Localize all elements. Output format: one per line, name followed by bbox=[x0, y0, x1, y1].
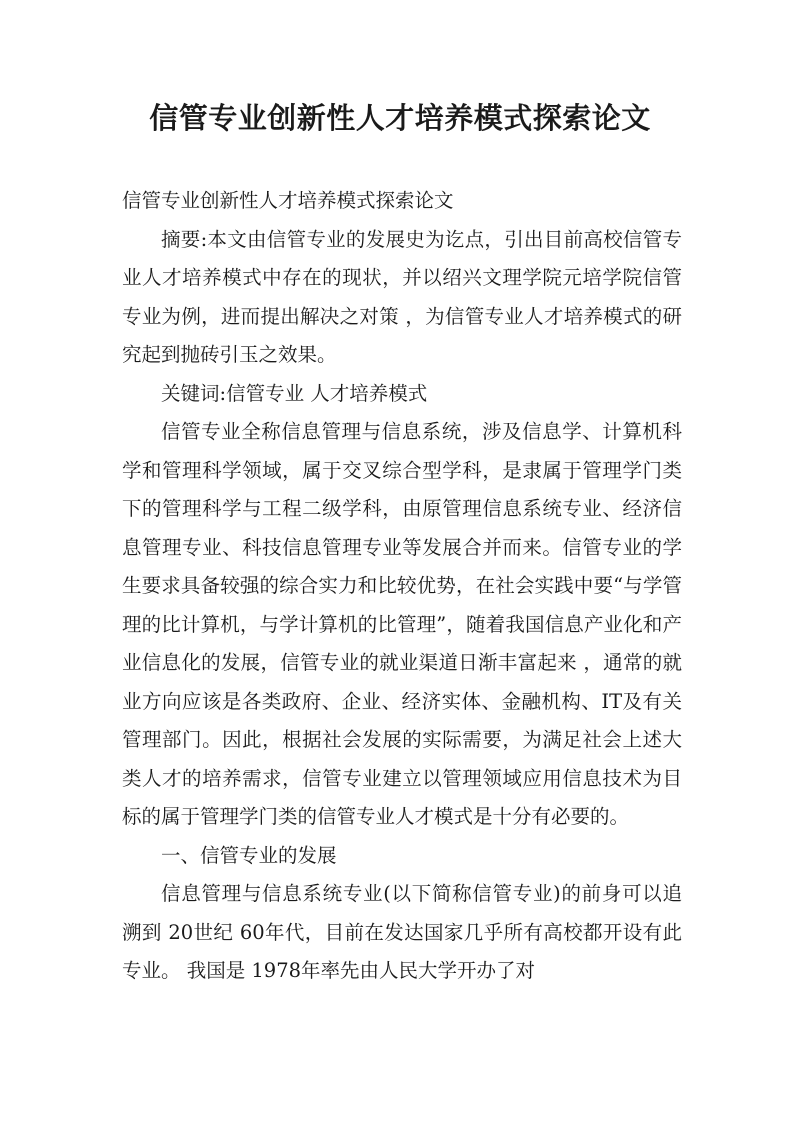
keywords-paragraph: 关键词:信管专业 人才培养模式 bbox=[161, 381, 428, 405]
section-heading: 一、信管专业的发展 bbox=[161, 843, 337, 867]
abstract-paragraph: 摘要:本文由信管专业的发展史为讫点，引出目前高校信管专业人才培养模式中存在的现状，并以绍兴文理学院元培学院信管专业为例，进而提出解决之对策 ，为信管专业人才培养模式的研究起到抛砖引玉之效果。 bbox=[122, 227, 682, 366]
intro-paragraph: 信管专业全称信息管理与信息系统，涉及信息学、计算机科学和管理科学领域，属于交叉综合型学科，是隶属于管理学门类下的管理科学与工程二级学科，由原管理信息系统专业、经济信息管理专业、科技信息管理专业等发展合并而来。信管专业的学生要求具备较强的综合实力和比较优势，在社会实践中要“与学管理的比计算机，与学计算机的比管理”，随着我国信息产业化和产业信息化的发展，信管专业的就业渠道日渐丰富起来 ，通常的就业方向应该是各类政府、企业、经济实体、金融机构、IT及有关管理部门。因此，根据社会发展的实际需要，为满足社会上述大类人才的培养需求，信管专业建立以管理领域应用信息技术为目标的属于管理学门类的信管专业人才模式是十分有必要的。 bbox=[122, 420, 682, 828]
section-paragraph: 信息管理与信息系统专业(以下简称信管专业)的前身可以追溯到 20世纪 60年代，目前在发达国家几乎所有高校都开设有此专业。 我国是 1978年率先由人民大学开办了对 bbox=[122, 882, 682, 982]
document-title: 信管专业创新性人才培养模式探索论文 bbox=[149, 101, 651, 135]
document-body bbox=[122, 182, 682, 991]
body-heading-line: 信管专业创新性人才培养模式探索论文 bbox=[122, 189, 454, 212]
